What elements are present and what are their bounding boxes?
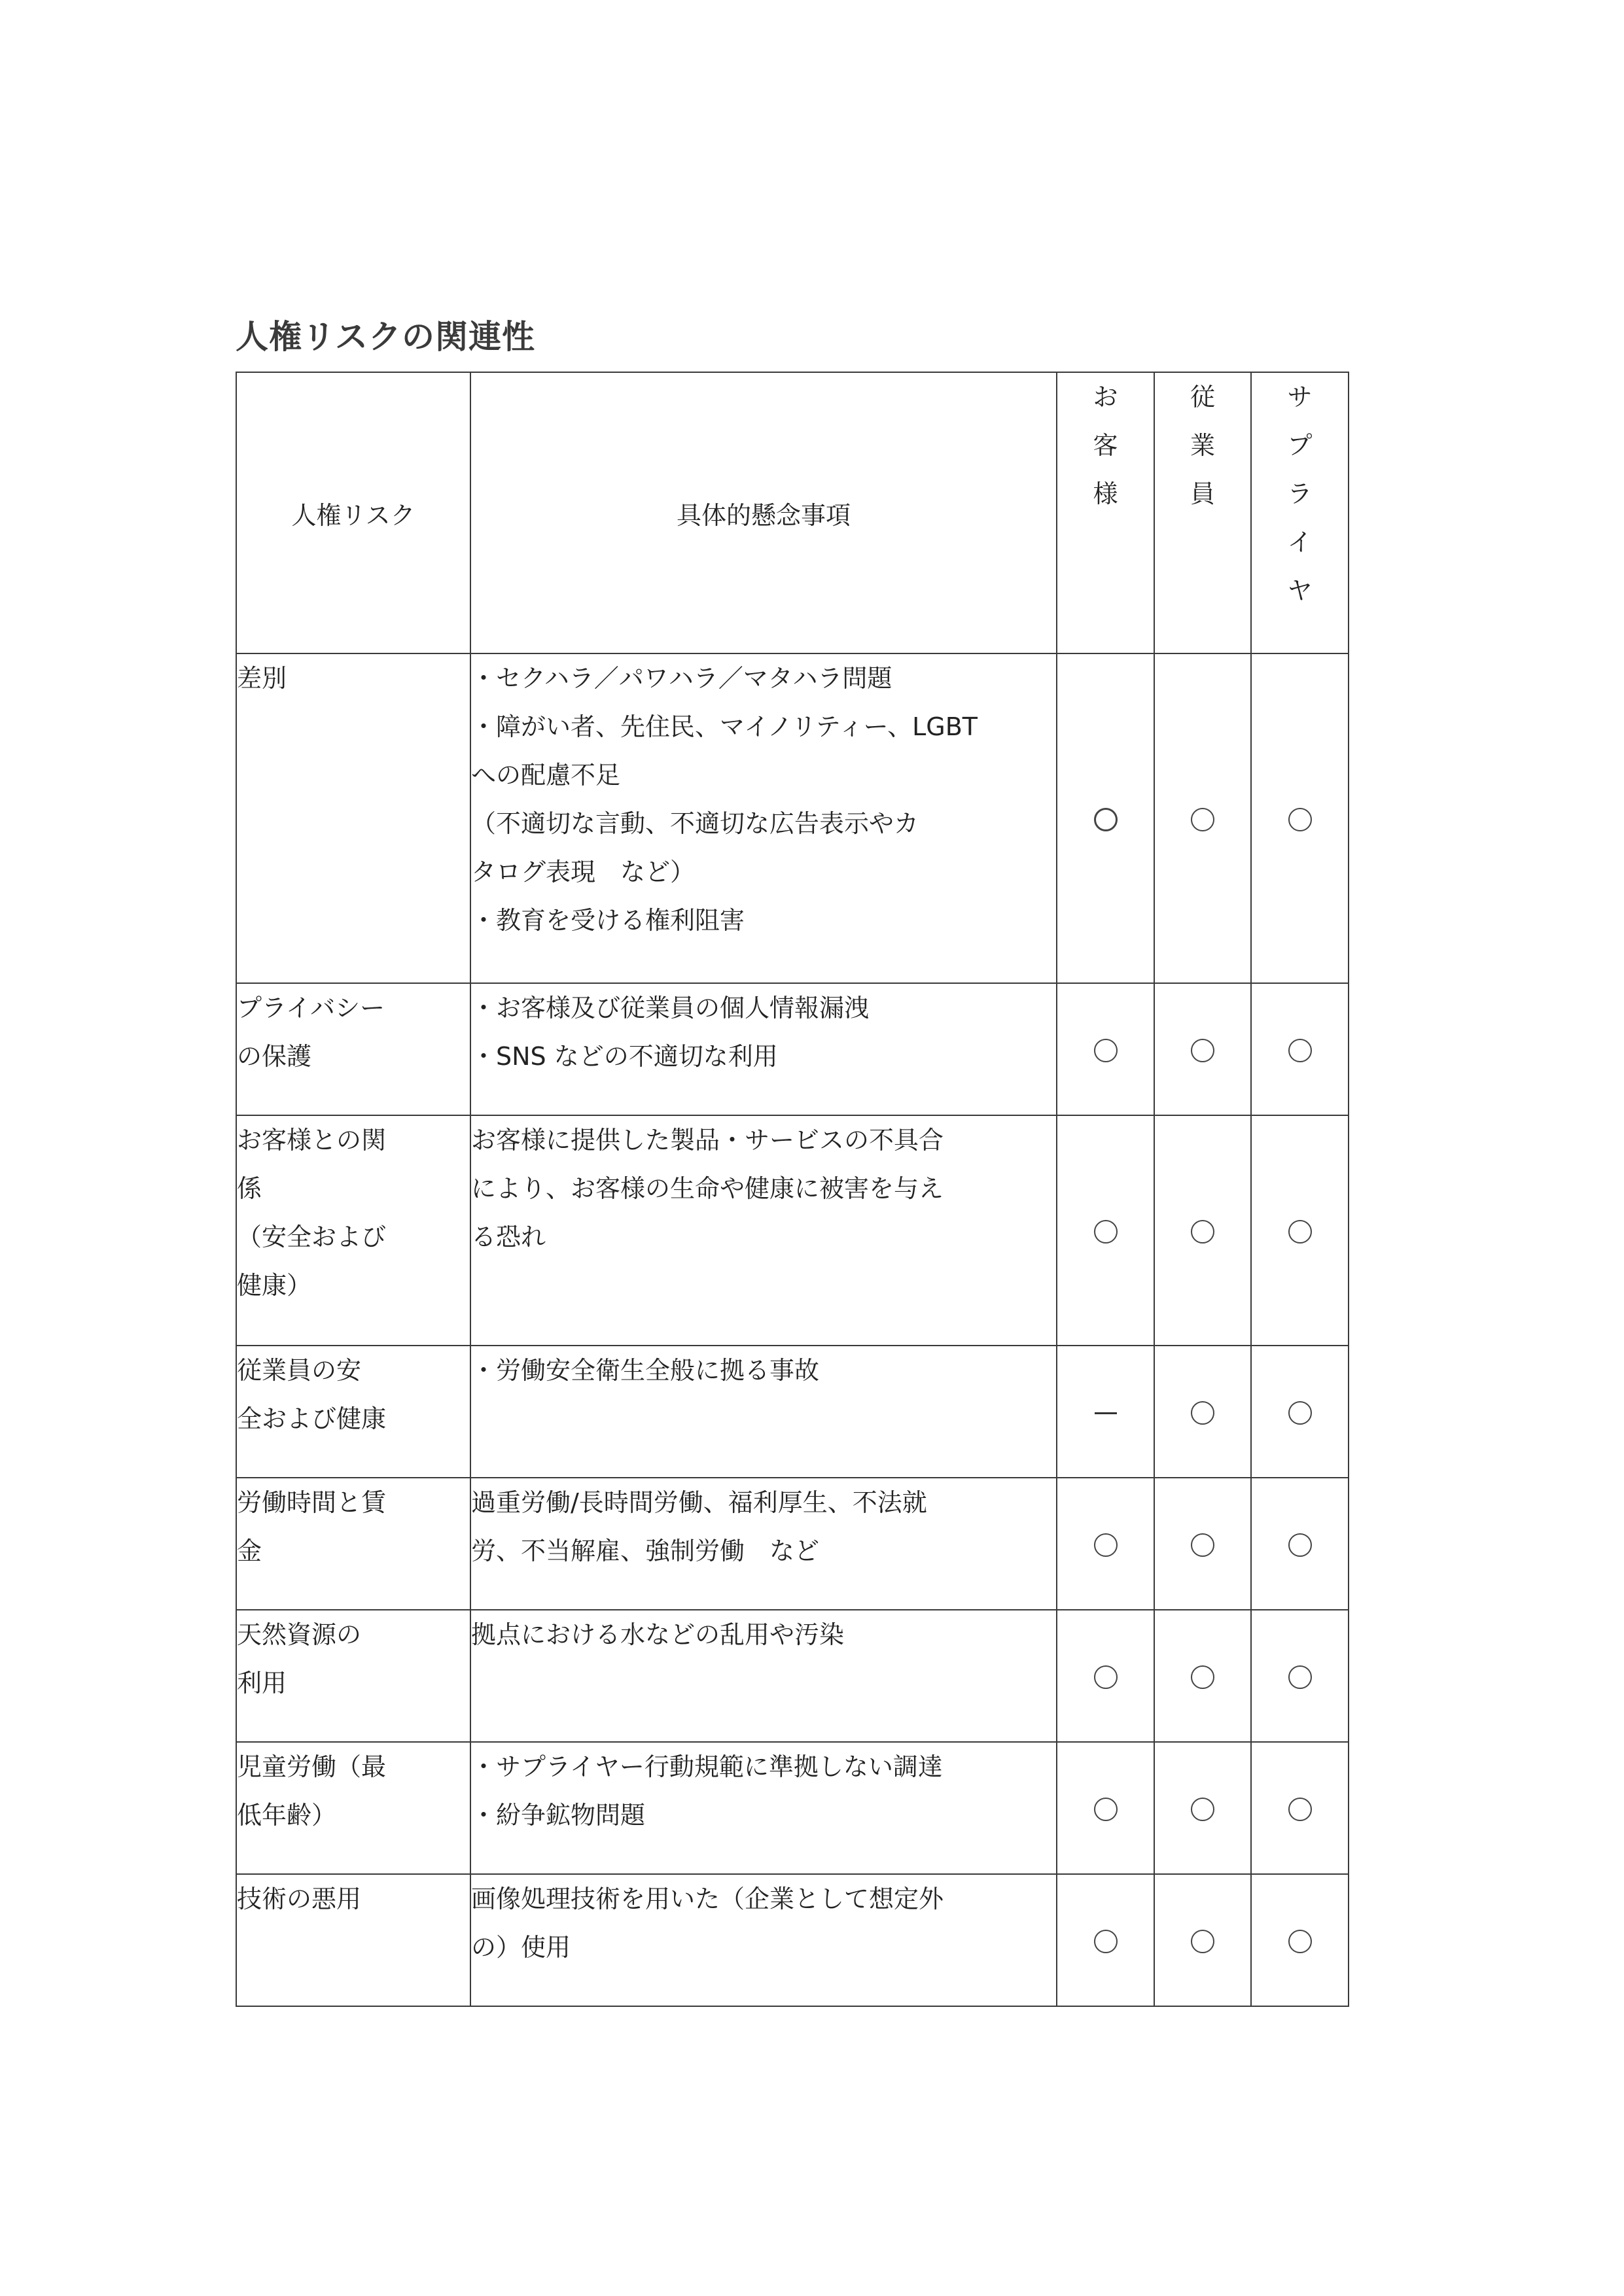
risk-name-cell xyxy=(236,983,470,1115)
relevance-customers-cell xyxy=(1057,1874,1154,2006)
concern-cell xyxy=(470,1874,1057,2006)
header-char: サ xyxy=(1287,383,1313,411)
header-char: ヤ xyxy=(1287,576,1313,605)
dash-mark-icon xyxy=(1095,1412,1117,1414)
table-row xyxy=(236,1346,1349,1478)
header-risk: 人権リスク xyxy=(236,372,470,653)
concern-line: （不適切な言動、不適切な広告表示やカ xyxy=(471,809,919,838)
risk-name-line: 差別 xyxy=(237,664,287,693)
circle-mark-icon xyxy=(1191,1665,1214,1689)
relevance-suppliers-cell xyxy=(1251,1742,1349,1874)
relevance-suppliers-cell xyxy=(1251,1115,1349,1346)
table-row xyxy=(236,1478,1349,1610)
circle-mark-icon xyxy=(1191,1798,1214,1821)
risk-name-line: 技術の悪用 xyxy=(237,1885,362,1913)
relevance-customers-cell xyxy=(1057,1346,1154,1478)
relevance-employees-cell xyxy=(1154,653,1251,983)
risk-name-cell xyxy=(236,1610,470,1742)
concern-line: タログ表現 など） xyxy=(471,858,696,886)
concern-line: 拠点における水などの乱用や汚染 xyxy=(471,1620,845,1649)
risk-name-line: 低年齢） xyxy=(237,1801,337,1830)
header-char: 業 xyxy=(1190,431,1215,460)
circle-mark-icon xyxy=(1191,808,1214,831)
header-char: イ xyxy=(1287,528,1313,557)
concern-line: 過重労働/長時間労働、福利厚生、不法就 xyxy=(471,1488,927,1517)
relevance-suppliers-cell xyxy=(1251,1874,1349,2006)
circle-mark-icon xyxy=(1094,1533,1118,1557)
relevance-customers-cell xyxy=(1057,1742,1154,1874)
risk-relevance-table xyxy=(236,372,1349,2007)
risk-name-line: （安全および xyxy=(237,1223,387,1251)
concern-line: 労、不当解雇、強制労働 など xyxy=(471,1537,820,1565)
relevance-employees-cell xyxy=(1154,1478,1251,1610)
relevance-employees-cell xyxy=(1154,1610,1251,1742)
table-body xyxy=(236,653,1349,2006)
risk-name-cell xyxy=(236,1346,470,1478)
risk-name-cell xyxy=(236,653,470,983)
header-char: 様 xyxy=(1093,479,1118,508)
concern-cell xyxy=(470,1742,1057,1874)
concern-line: ・障がい者、先住民、マイノリティー、LGBT xyxy=(471,712,978,741)
relevance-customers-cell xyxy=(1057,653,1154,983)
risk-name-line: 係 xyxy=(237,1174,262,1203)
concern-line: により、お客様の生命や健康に被害を与え xyxy=(471,1174,944,1203)
header-concern: 具体的懸念事項 xyxy=(470,372,1057,653)
risk-name-line: 健康） xyxy=(237,1271,312,1300)
risk-name-cell xyxy=(236,1478,470,1610)
concern-line: お客様に提供した製品・サービスの不具合 xyxy=(471,1126,944,1155)
relevance-customers-cell xyxy=(1057,1610,1154,1742)
relevance-suppliers-cell xyxy=(1251,653,1349,983)
circle-mark-icon xyxy=(1288,808,1312,831)
circle-mark-icon xyxy=(1094,808,1118,831)
risk-name-line: 従業員の安 xyxy=(237,1356,362,1385)
table-row xyxy=(236,1115,1349,1346)
relevance-employees-cell xyxy=(1154,1115,1251,1346)
circle-mark-icon xyxy=(1288,1220,1312,1244)
header-char: 員 xyxy=(1190,479,1215,508)
concern-line: る恐れ xyxy=(471,1223,546,1251)
circle-mark-icon xyxy=(1288,1930,1312,1953)
table-row xyxy=(236,653,1349,983)
relevance-employees-cell xyxy=(1154,1874,1251,2006)
concern-line: ・SNS などの不適切な利用 xyxy=(471,1042,778,1071)
risk-name-line: の保護 xyxy=(237,1042,312,1071)
concern-line: の）使用 xyxy=(471,1933,571,1962)
risk-name-line: 利用 xyxy=(237,1669,287,1697)
circle-mark-icon xyxy=(1288,1798,1312,1821)
concern-line: ・お客様及び従業員の個人情報漏洩 xyxy=(471,994,870,1022)
circle-mark-icon xyxy=(1094,1665,1118,1689)
risk-name-line: お客様との関 xyxy=(237,1126,387,1155)
header-char: 客 xyxy=(1093,431,1118,460)
table-header-row xyxy=(236,372,1349,653)
relevance-suppliers-cell xyxy=(1251,1610,1349,1742)
circle-mark-icon xyxy=(1191,1220,1214,1244)
circle-mark-icon xyxy=(1094,1798,1118,1821)
risk-name-cell xyxy=(236,1874,470,2006)
concern-cell xyxy=(470,1610,1057,1742)
concern-line: ・労働安全衛生全般に拠る事故 xyxy=(471,1356,820,1385)
header-char: 従 xyxy=(1190,383,1215,411)
relevance-suppliers-cell xyxy=(1251,983,1349,1115)
relevance-customers-cell xyxy=(1057,1478,1154,1610)
concern-line: ・サプライヤー行動規範に準拠しない調達 xyxy=(471,1752,943,1781)
relevance-suppliers-cell xyxy=(1251,1478,1349,1610)
risk-name-line: プライバシー xyxy=(237,994,385,1022)
risk-name-line: 児童労働（最 xyxy=(237,1752,387,1781)
risk-name-cell xyxy=(236,1742,470,1874)
concern-cell xyxy=(470,1478,1057,1610)
relevance-employees-cell xyxy=(1154,983,1251,1115)
relevance-suppliers-cell xyxy=(1251,1346,1349,1478)
concern-cell xyxy=(470,1346,1057,1478)
risk-name-line: 全および健康 xyxy=(237,1404,387,1433)
concern-cell xyxy=(470,1115,1057,1346)
concern-line: ・セクハラ／パワハラ／マタハラ問題 xyxy=(471,664,892,693)
circle-mark-icon xyxy=(1094,1039,1118,1062)
header-char: お xyxy=(1093,383,1118,411)
header-suppliers xyxy=(1251,372,1349,653)
concern-line: 画像処理技術を用いた（企業として想定外 xyxy=(471,1885,944,1913)
relevance-customers-cell xyxy=(1057,983,1154,1115)
concern-line: ・紛争鉱物問題 xyxy=(471,1801,646,1830)
risk-name-line: 労働時間と賃 xyxy=(237,1488,387,1517)
circle-mark-icon xyxy=(1094,1220,1118,1244)
relevance-customers-cell xyxy=(1057,1115,1154,1346)
header-employees xyxy=(1154,372,1251,653)
header-customers xyxy=(1057,372,1154,653)
concern-line: ・教育を受ける権利阻害 xyxy=(471,906,745,935)
relevance-employees-cell xyxy=(1154,1742,1251,1874)
relevance-employees-cell xyxy=(1154,1346,1251,1478)
concern-cell xyxy=(470,983,1057,1115)
risk-name-line: 天然資源の xyxy=(237,1620,362,1649)
circle-mark-icon xyxy=(1191,1039,1214,1062)
risk-name-cell xyxy=(236,1115,470,1346)
table-row xyxy=(236,983,1349,1115)
circle-mark-icon xyxy=(1288,1665,1312,1689)
concern-cell xyxy=(470,653,1057,983)
circle-mark-icon xyxy=(1094,1930,1118,1953)
circle-mark-icon xyxy=(1288,1401,1312,1425)
circle-mark-icon xyxy=(1191,1533,1214,1557)
header-char: ラ xyxy=(1287,479,1313,508)
document-title: 人権リスクの関連性 xyxy=(236,318,535,356)
circle-mark-icon xyxy=(1191,1401,1214,1425)
risk-name-line: 金 xyxy=(237,1537,262,1565)
header-char: プ xyxy=(1287,431,1313,460)
circle-mark-icon xyxy=(1288,1533,1312,1557)
table-row xyxy=(236,1742,1349,1874)
circle-mark-icon xyxy=(1191,1930,1214,1953)
circle-mark-icon xyxy=(1288,1039,1312,1062)
concern-line: への配慮不足 xyxy=(471,761,621,790)
table-row xyxy=(236,1610,1349,1742)
table-row xyxy=(236,1874,1349,2006)
